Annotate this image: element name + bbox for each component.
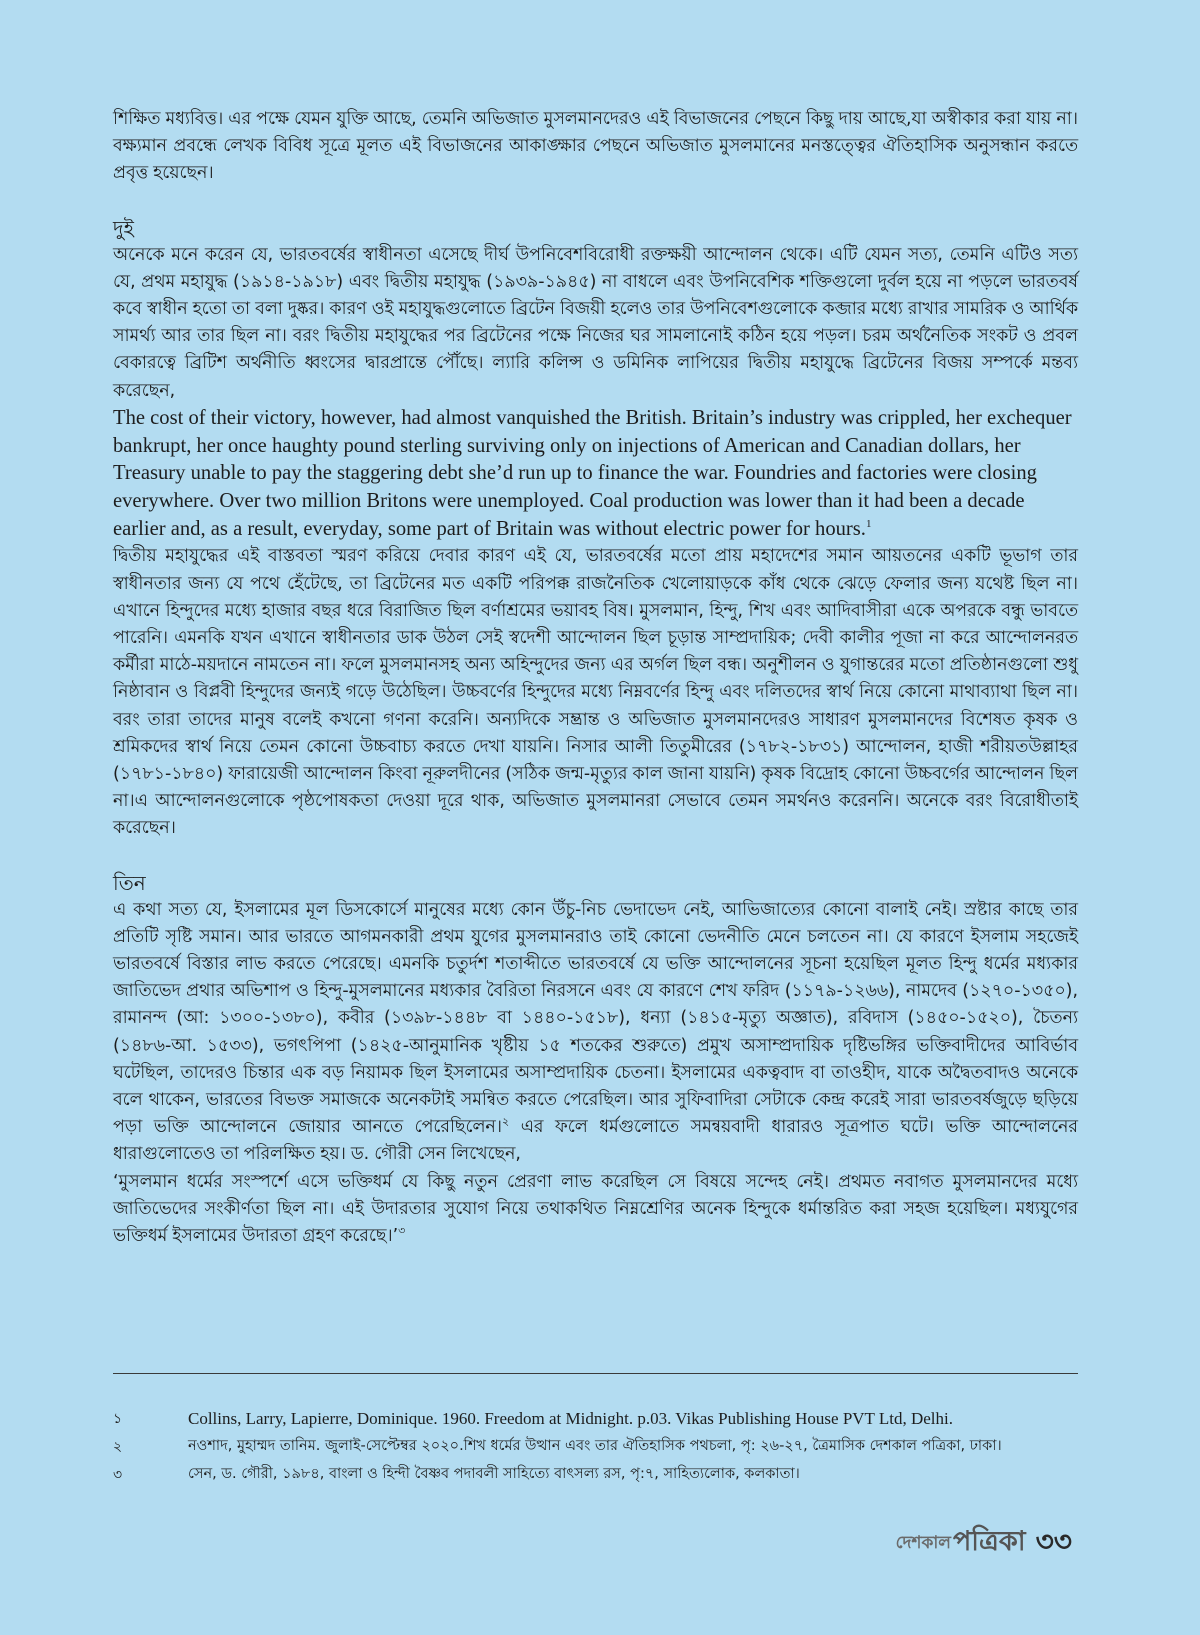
section-three-paragraph-1-text: এ কথা সত্য যে, ইসলামের মূল ডিসকোর্সে মানুষের মধ্যে কোন উঁচু-নিচ ভেদাভেদ নেই, আভিজাত্যের কোনো বালাই নেই। স্রষ্টার কাছে তার প্রতিটি সৃষ্টি সমান। আর ভারতে আগমনকারী প্রথম যুগের মুসলমানরাও তাই কোনো ভেদনীতি মেনে চলতেন না। যে কারণে ইসলাম সহজেই ভারতবর্ষে বিস্তার লাভ করতে পেরেছে। এমনকি চতুর্দশ শতাব্দীতে ভারতবর্ষে যে ভক্তি আন্দোলনের সূচনা হয়েছিল মূলত হিন্দু ধর্মের মধ্যকার জাতিভেদ প্রথার অভিশাপ ও হিন্দু-মুসলমানের মধ্যকার বৈরিতা নিরসনে এবং যে কারণে শেখ ফরিদ (১১৭৯-১২৬৬), নামদেব (১২৭০-১৩৫০), রামানন্দ (আ: ১৩০০-১৩৮০), কবীর (১৩৯৮-১৪৪৮ বা ১৪৪০-১৫১৮), ধন্যা (১৪১৫-মৃত্যু অজ্ঞাত), রবিদাস (১৪৫০-১৫২০), চৈতন্য (১৪৮৬-আ. ১৫৩৩), ভগৎপিপা (১৪২৫-আনুমানিক খৃষ্টীয় ১৫ শতকের শুরুতে) প্রমুখ অসাম্প্রদায়িক দৃষ্টিভঙ্গির ভক্তিবাদীদের আবির্ভাব ঘটেছিল, তাদেরও চিন্তার এক বড় নিয়ামক ছিল ইসলামের অসাম্প্রদায়িক চেতনা। ইসলামের একত্ববাদ বা তাওহীদ, যাকে অদ্বৈতবাদও অনেকে বলে থাকেন, ভারতের বিভক্ত সমাজকে অনেকটাই সমন্বিত করতে পেরেছিল। আর সুফিবাদিরা সেটাকে কেন্দ্র করেই সারা ভারতবর্ষজুড়ে ছড়িয়ে পড়া ভক্তি আন্দোলনে জোয়ার আনতে পেরেছিলেন।: [113, 899, 1078, 1138]
magazine-logo-part1: দেশকাল: [895, 1532, 951, 1553]
section-three-paragraph-1-tail: এর ফলে ধর্মগুলোতে সমন্বয়বাদী ধারারও সূত্রপাত ঘটে। ভক্তি আন্দোলনের ধারাগুলোতেও তা পরিলক্ষিত হয়। ড. গৌরী সেন লিখেছেন,: [113, 1117, 1079, 1165]
footnote-text: নওশাদ, মুহাম্মদ তানিম. জুলাই-সেপ্টেম্বর ২০২০.শিখ ধর্মের উত্থান এবং তার ঐতিহাসিক পথচলা, পৃ: ২৬-২৭, ত্রৈমাসিক দেশকাল পত্রিকা, ঢাকা।: [188, 1438, 1002, 1454]
page-footer: [896, 1520, 1072, 1567]
magazine-logo-part2: পত্রিকা: [952, 1526, 1026, 1557]
section-two-paragraph-1: অনেকে মনে করেন যে, ভারতবর্ষের স্বাধীনতা এসেছে দীর্ঘ উপনিবেশবিরোধী রক্তক্ষয়ী আন্দোলন থেকে। এটি যেমন সত্য, তেমনি এটিও সত্য যে, প্রথম মহাযুদ্ধ (১৯১৪-১৯১৮) এবং দ্বিতীয় মহাযুদ্ধ (১৯৩৯-১৯৪৫) না বাধলে এবং উপনিবেশিক শক্তিগুলো দুর্বল হয়ে না পড়লে ভারতবর্ষ কবে স্বাধীন হতো তা বলা দুষ্কর। কারণ ওই মহাযুদ্ধগুলোতে ব্রিটেন বিজয়ী হলেও তার উপনিবেশগুলোকে কব্জার মধ্যে রাখার সামরিক ও আর্থিক সামর্থ্য আর তার ছিল না। বরং দ্বিতীয় মহাযুদ্ধের পর ব্রিটেনের পক্ষে নিজের ঘর সামলানোই কঠিন হয়ে পড়ল। চরম অর্থনৈতিক সংকট ও প্রবল বেকারত্বে ব্রিটিশ অর্থনীতি ধ্বংসের দ্বারপ্রান্তে পৌঁছে। ল্যারি কলিন্স ও ডমিনিক লাপিয়ের দ্বিতীয় মহাযুদ্ধে ব্রিটেনের বিজয় সম্পর্কে মন্তব্য করেছেন,: [113, 244, 1078, 401]
article-body: [113, 106, 1078, 1250]
footnote-ref-1[interactable]: 1: [865, 517, 872, 530]
footnote-text: Collins, Larry, Lapierre, Dominique. 1960. Freedom at Midnight. p.03. Vikas Publishing House PVT Ltd, Delhi.: [188, 1409, 954, 1428]
footnote-number: ২: [113, 1439, 123, 1455]
section-two-paragraph-2: দ্বিতীয় মহাযুদ্ধের এই বাস্তবতা স্মরণ করিয়ে দেবার কারণ এই যে, ভারতবর্ষের মতো প্রায় মহাদেশের সমান আয়তনের একটি ভূভাগ তার স্বাধীনতার জন্য যে পথে হেঁটেছে, তা ব্রিটেনের মত একটি পরিপক্ক রাজনৈতিক খেলোয়াড়কে কাঁধ থেকে ঝেড়ে ফেলার জন্য যথেষ্ট ছিল না। এখানে হিন্দুদের মধ্যে হাজার বছর ধরে বিরাজিত ছিল বর্ণাশ্রমের ভয়াবহ বিষ। মুসলমান, হিন্দু, শিখ এবং আদিবাসীরা একে অপরকে বন্ধু ভাবতে পারেনি। এমনকি যখন এখানে স্বাধীনতার ডাক উঠল সেই স্বদেশী আন্দোলন ছিল চূড়ান্ত সাম্প্রদায়িক; দেবী কালীর পূজা না করে আন্দোলনরত কর্মীরা মাঠে-ময়দানে নামতেন না। ফলে মুসলমানসহ অন্য অহিন্দুদের জন্য এর অর্গল ছিল বন্ধ। অনুশীলন ও যুগান্তরের মতো প্রতিষ্ঠানগুলো শুধু নিষ্ঠাবান ও বিপ্লবী হিন্দুদের জন্যই গড়ে উঠেছিল। উচ্চবর্ণের হিন্দুদের মধ্যে নিম্নবর্ণের হিন্দু এবং দলিতদের স্বার্থ নিয়ে কোনো মাথাব্যাথা ছিল না। বরং তারা তাদের মানুষ বলেই কখনো গণনা করেনি। অন্যদিকে সম্ভ্রান্ত ও অভিজাত মুসলমানদেরও সাধারণ মুসলমানদের বিশেষত কৃষক ও শ্রমিকদের স্বার্থ নিয়ে তেমন কোনো উচ্চবাচ্য করতে দেখা যায়নি। নিসার আলী তিতুমীরের (১৭৮২-১৮৩১) আন্দোলন, হাজী শরীয়তউল্লাহর (১৭৮১-১৮৪০) ফারায়েজী আন্দোলন কিংবা নূরুলদীনের (সঠিক জন্ম-মৃত্যুর কাল জানা যায়নি) কৃষক বিদ্রোহ কোনো উচ্চবর্গের আন্দোলন ছিল না।এ আন্দোলনগুলোকে পৃষ্ঠপোষকতা দেওয়া দূরে থাক, অভিজাত মুসলমানরা সেভাবে তেমন সমর্থনও করেননি। অনেকে বরং বিরোধীতাই করেছেন।: [113, 546, 1078, 839]
footnote-number: ৩: [113, 1467, 123, 1483]
english-quote-text: The cost of their victory, however, had almost vanquished the British. Britain’s industry was crippled, her exchequer bankrupt, her once haughty pound sterling surviving only on injections of American and Canadian dollars, her Treasury unable to pay the staggering debt she’d run up to finance the war. Foundries and factories were closing everywhere. Over two million Britons were unemployed. Coal production was lower than it had been a decade earlier and, as a result, everyday, some part of Britain was without electric power for hours.: [113, 406, 1072, 540]
footnote-ref-2[interactable]: ২: [502, 1115, 510, 1129]
footnote-divider: [113, 1373, 1078, 1374]
footnote-number: ১: [113, 1411, 123, 1427]
bengali-quote: [113, 1169, 1078, 1251]
footnote-2: [113, 1433, 1093, 1461]
intro-paragraph: শিক্ষিত মধ্যবিত্ত। এর পক্ষে যেমন যুক্তি আছে, তেমনি অভিজাত মুসলমানদেরও এই বিভাজনের পেছনে কিছু দায় আছে,যা অস্বীকার করা যায় না। বক্ষ্যমান প্রবন্ধে লেখক বিবিধ সূত্রে মূলত এই বিভাজনের আকাঙ্ক্ষার পেছনে অভিজাত মুসলমানের মনস্তত্ত্বের ঐতিহাসিক অনুসন্ধান করতে প্রবৃত্ত হয়েছেন।: [113, 109, 1078, 184]
section-three-paragraph-1: [113, 897, 1078, 1169]
footnote-1: [113, 1405, 1093, 1433]
footnote-text: সেন, ড. গৌরী, ১৯৮৪, বাংলা ও হিন্দী বৈষ্ণব পদাবলী সাহিত্যে বাৎসল্য রস, পৃ:৭, সাহিত্যলোক, কলকাতা।: [188, 1466, 800, 1482]
section-heading-three: তিন: [113, 870, 146, 895]
page-number: ৩৩: [1035, 1525, 1072, 1558]
bengali-quote-text: ‘মুসলমান ধর্মের সংস্পর্শে এসে ভক্তিধর্ম যে কিছু নতুন প্রেরণা লাভ করেছিল সে বিষয়ে সন্দেহ নেই। প্রথমত নবাগত মুসলমানদের মধ্যে জাতিভেদের সংকীর্ণতা ছিল না। এই উদারতার সুযোগ নিয়ে তথাকথিত নিম্নশ্রেণির অনেক হিন্দুকে ধর্মান্তরিত করা সহজ হয়েছিল। মধ্যযুগের ভক্তিধর্ম ইসলামের উদারতা গ্রহণ করেছে।’: [113, 1171, 1078, 1247]
footnotes: [113, 1405, 1093, 1489]
section-heading-two: দুই: [113, 215, 134, 240]
footnote-3: [113, 1461, 1093, 1489]
footnote-ref-3[interactable]: ৩: [398, 1224, 406, 1238]
english-quote: [113, 405, 1078, 544]
